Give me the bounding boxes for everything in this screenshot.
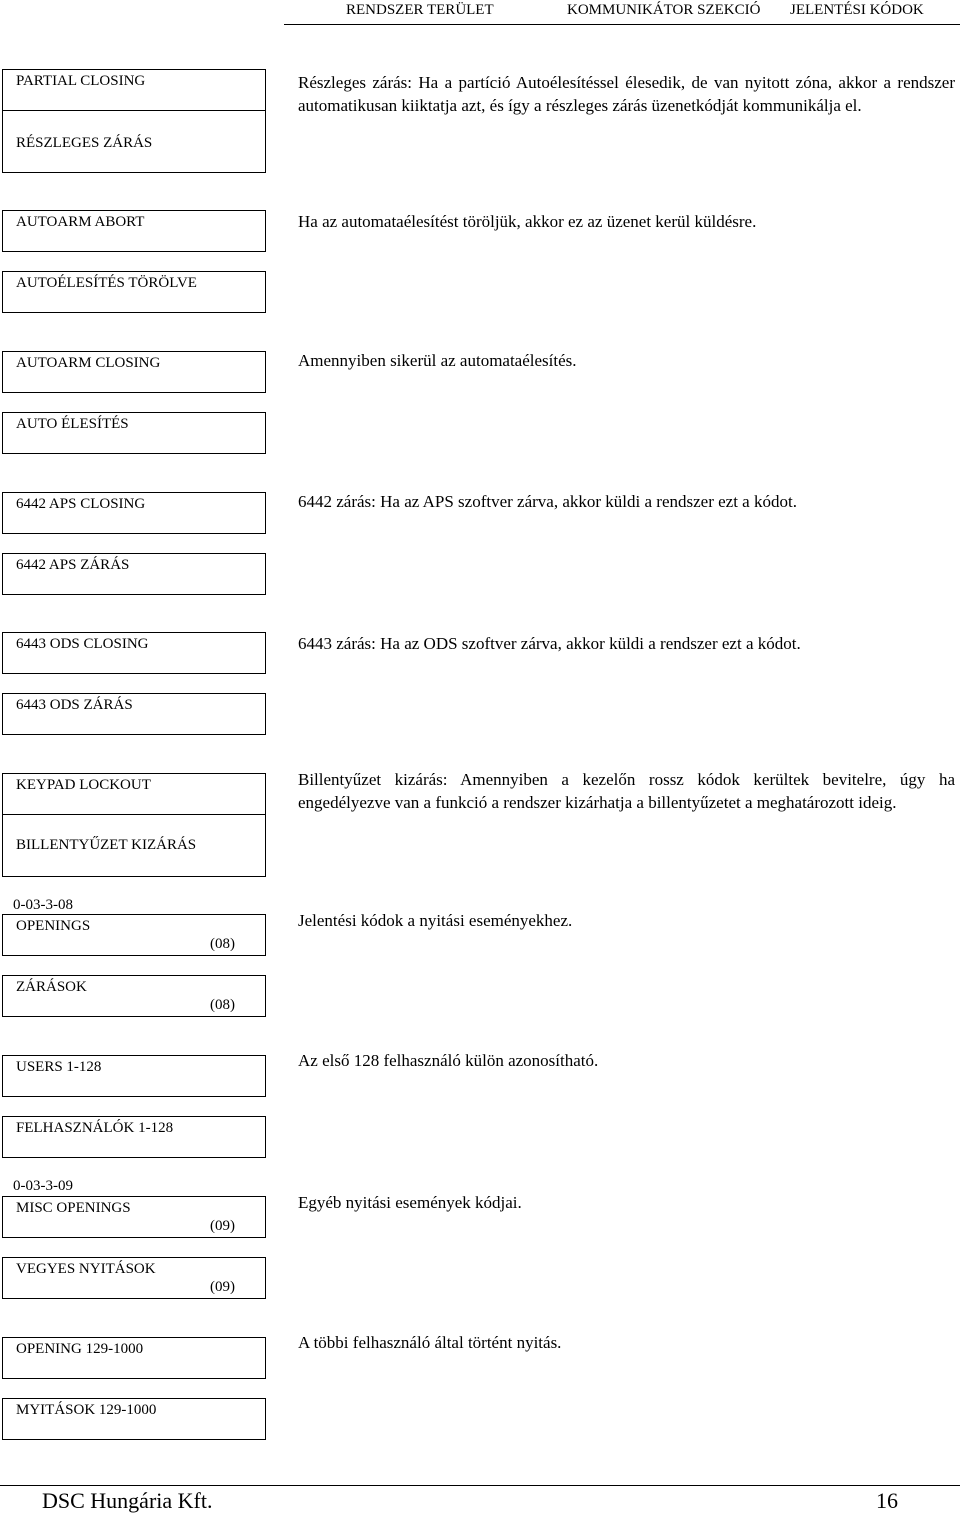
label-box-hu [2,975,266,1017]
label-box-en [2,1055,266,1097]
page-header [0,0,960,26]
description: Ha az automataélesítést töröljük, akkor ez az üzenet kerül küldésre. [298,212,757,231]
label-en: USERS 1-128 [16,1059,102,1075]
label-box-en [2,773,266,815]
label-hu: 6442 APS ZÁRÁS [16,557,130,573]
header-section-area: RENDSZER TERÜLET [346,2,494,18]
label-box-en [2,914,266,956]
label-en: 6443 ODS CLOSING [16,636,149,652]
label-en: KEYPAD LOCKOUT [16,777,151,793]
label-hu: 6443 ODS ZÁRÁS [16,697,133,713]
label-box-hu [2,271,266,313]
footer-company: DSC Hungária Kft. [42,1488,213,1513]
label-hu: VEGYES NYITÁSOK [16,1261,156,1277]
label-box-en [2,210,266,252]
label-en: PARTIAL CLOSING [16,73,146,89]
description: 6442 zárás: Ha az APS szoftver zárva, akkor küldi a rendszer ezt a kódot. [298,492,797,511]
description: A többi felhasználó által történt nyitás. [298,1333,562,1352]
label-en: MISC OPENINGS [16,1200,131,1216]
label-en: AUTOARM ABORT [16,214,145,230]
label-en: OPENINGS [16,918,91,934]
description: Egyéb nyitási események kódjai. [298,1193,522,1212]
description: Részleges zárás: Ha a partíció Autoélesítéssel élesedik, de van nyitott zóna, akkor a rendszer automatikusan kiiktatja azt, és így a részleges zárás üzenetkódját kommunikálja el. [298,73,955,115]
header-section-report-codes: JELENTÉSI KÓDOK [790,2,924,18]
label-hu: AUTO ÉLESÍTÉS [16,416,129,432]
label-hu: FELHASZNÁLÓK 1-128 [16,1120,174,1136]
section-number: (08) [210,997,235,1013]
label-hu: ZÁRÁSOK [16,979,87,995]
label-box-hu [2,814,266,877]
section-number: (09) [210,1279,235,1295]
description: Az első 128 felhasználó külön azonosítható. [298,1051,599,1070]
label-box-hu [2,412,266,454]
label-box-en [2,69,266,111]
description: Billentyűzet kizárás: Amennyiben a kezelőn rossz kódok kerültek bevitelre, úgy ha engedélyezve van a funkció a rendszer kizárhatja a billentyűzetet a meghatározott ideig. [298,770,955,812]
label-box-hu [2,110,266,173]
section-number: (09) [210,1218,235,1234]
page-number: 16 [876,1488,898,1513]
label-en: OPENING 129-1000 [16,1341,144,1357]
label-box-en [2,1196,266,1238]
label-box-en [2,492,266,534]
label-hu: MYITÁSOK 129-1000 [16,1402,157,1418]
label-box-en [2,1337,266,1379]
section-code: 0-03-3-09 [13,1178,73,1194]
label-en: 6442 APS CLOSING [16,496,146,512]
label-box-en [2,632,266,674]
label-box-hu [2,553,266,595]
description: Amennyiben sikerül az automataélesítés. [298,351,577,370]
label-en: AUTOARM CLOSING [16,355,161,371]
label-box-hu [2,1398,266,1440]
label-box-hu [2,693,266,735]
description: Jelentési kódok a nyitási eseményekhez. [298,911,573,930]
header-section-communicator: KOMMUNIKÁTOR SZEKCIÓ [567,2,761,18]
label-hu: BILLENTYŰZET KIZÁRÁS [16,837,197,853]
label-box-hu [2,1257,266,1299]
label-box-hu [2,1116,266,1158]
header-rule [284,24,960,25]
label-box-en [2,351,266,393]
description: 6443 zárás: Ha az ODS szoftver zárva, akkor küldi a rendszer ezt a kódot. [298,634,801,653]
footer-rule [0,1485,960,1486]
section-number: (08) [210,936,235,952]
label-hu: RÉSZLEGES ZÁRÁS [16,135,153,151]
label-hu: AUTOÉLESÍTÉS TÖRÖLVE [16,275,197,291]
section-code: 0-03-3-08 [13,897,73,913]
